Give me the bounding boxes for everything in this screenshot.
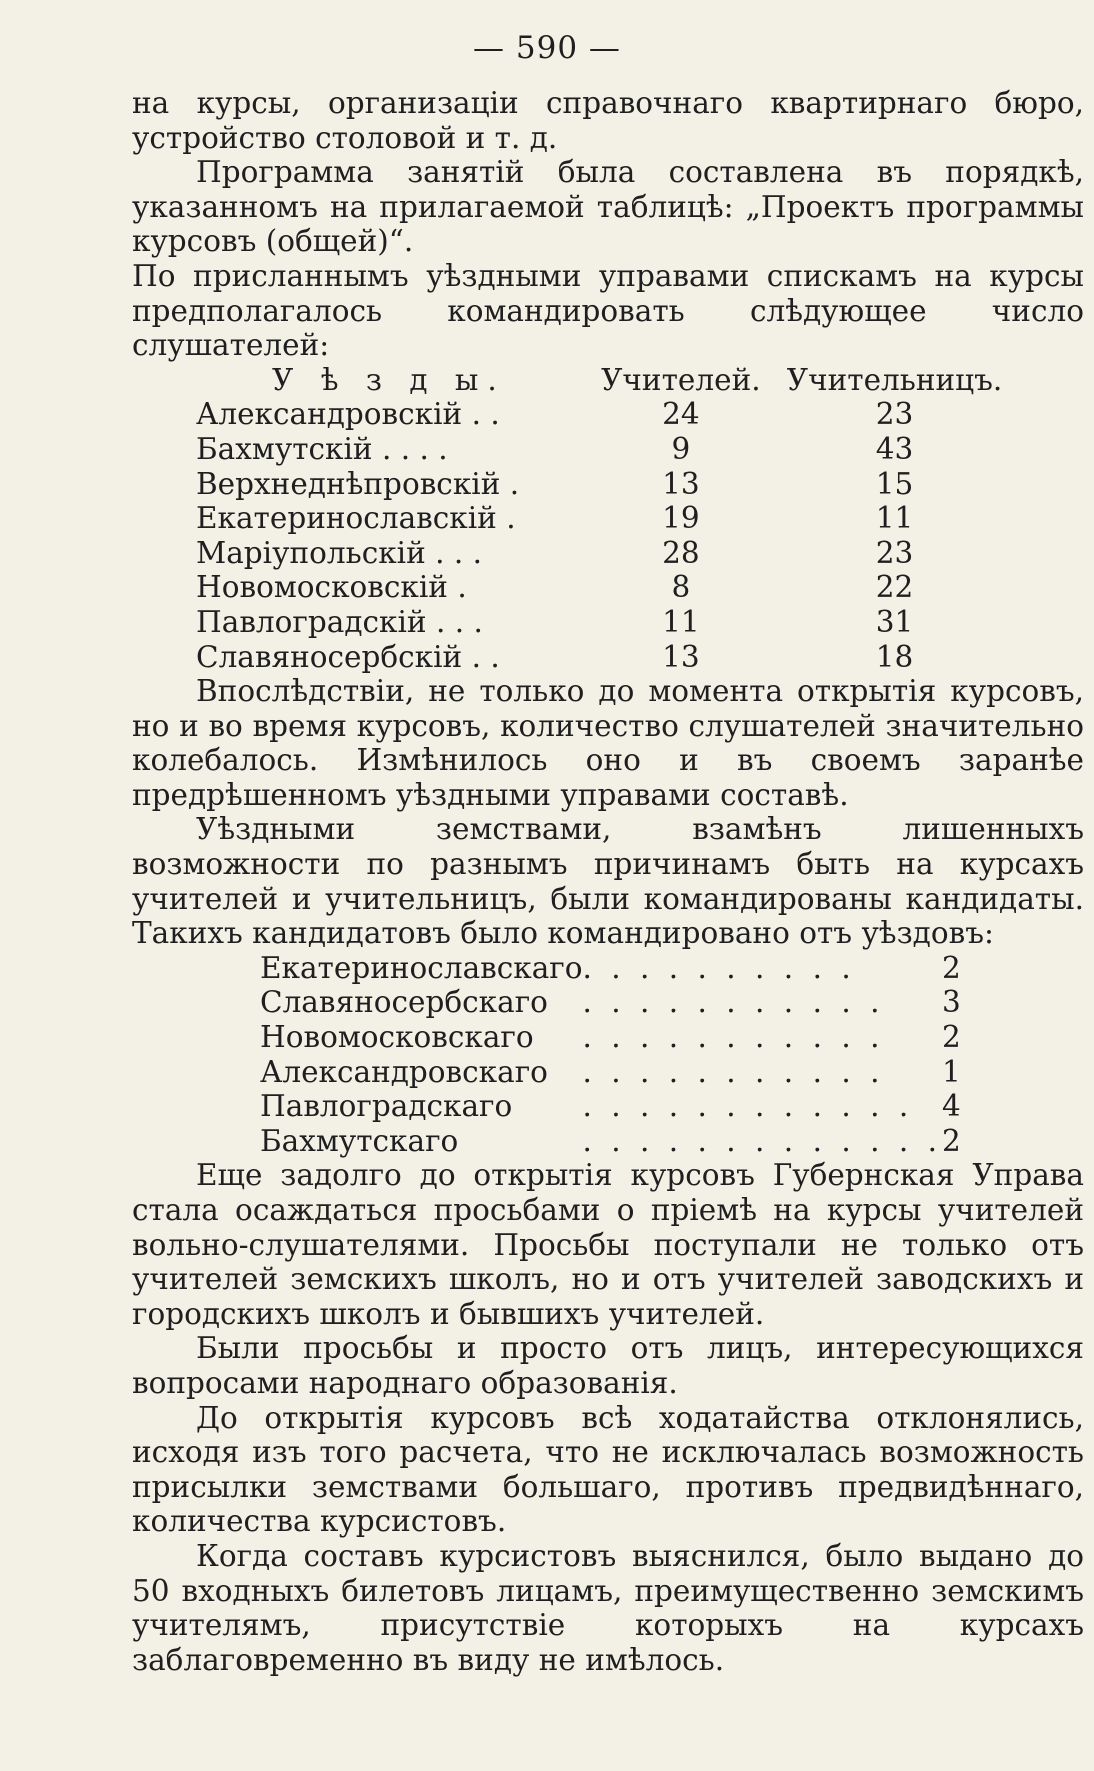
district-cell: Славяносербскаго [260, 985, 548, 1020]
header-districts: У ѣ з д ы. [272, 362, 506, 397]
count-cell: 2 [941, 1123, 961, 1158]
count-cell: 1 [941, 1054, 961, 1089]
teachers-cell: 13 [662, 639, 700, 674]
paragraph: Когда составъ курсистовъ выяснился, было выдано до 50 входныхъ билетовъ лицамъ, преимущественно земскимъ учителямъ, присутствiе которыхъ на курсахъ заблаговременно въ виду не имѣлось. [132, 1538, 1084, 1677]
table-row [196, 467, 1016, 502]
district-cell: Новомосковскаго [260, 1020, 534, 1055]
district-cell: Бахмутскаго [260, 1123, 459, 1158]
dot-leader: . . . . . . . . . . . [582, 985, 885, 1020]
female-cell: 18 [875, 639, 914, 674]
dot-leader: . . . . . . . . . . . . [582, 1089, 914, 1124]
female-cell: 31 [875, 604, 914, 639]
paragraph: По присланнымъ уѣздными управами спискамъ на курсы предполагалось командировать слѣдующее число слушателей: [132, 258, 1084, 363]
count-cell: 2 [941, 1020, 961, 1055]
district-cell: Екатеринославскiй . [196, 501, 516, 536]
table-row [260, 1020, 961, 1055]
paragraph: на курсы, организацiи справочнагo квартирнагo бюро, устройство столовой и т. д. [132, 86, 1084, 155]
page-number: — 590 — [473, 30, 621, 66]
table-row [260, 985, 961, 1020]
dot-leader: . . . . . . . . . . . . . [582, 1123, 942, 1158]
table-header-row [196, 363, 1016, 398]
count-cell: 4 [941, 1089, 961, 1124]
table-row [260, 1089, 961, 1124]
dot-leader: . . . . . . . . . . [582, 950, 856, 985]
teachers-cell: 11 [662, 604, 700, 639]
paragraph: Уѣздными земствами, взамѣнъ лишенныхъ возможности по разнымъ причинамъ быть на курсахъ учителей и учительницъ, были командированы кандидаты. Такихъ кандидатовъ было командировано отъ уѣздовъ: [132, 812, 1084, 951]
teachers-cell: 13 [662, 466, 700, 501]
header-female-teachers: Учительницъ. [786, 362, 1003, 397]
table-row [196, 501, 1016, 536]
table-row [260, 951, 961, 986]
female-cell: 23 [875, 535, 914, 570]
female-cell: 15 [875, 466, 914, 501]
paragraph: До открытiя курсовъ всѣ ходатайства отклонялись, исходя изъ того расчета, что не исключалась возможность присылки земствами большаго, противъ предвидѣннаго, количества курсистовъ. [132, 1400, 1084, 1539]
table-row [260, 1055, 961, 1090]
count-cell: 2 [941, 950, 961, 985]
district-cell: Александровскiй . . [196, 397, 500, 432]
teachers-cell: 8 [671, 570, 691, 605]
table-row [260, 1124, 961, 1159]
table-row [196, 536, 1016, 571]
table-row [196, 605, 1016, 640]
paragraph: Еще задолго до открытiя курсовъ Губернская Управа стала осаждаться просьбами о прiемѣ на курсы учителей вольно-слушателями. Просьбы поступали не только отъ учителей земскихъ школъ, но и отъ учителей заводскихъ и городскихъ школъ и бывшихъ учителей. [132, 1158, 1084, 1331]
paragraph: Впослѣдствiи, не только до момента открытiя курсовъ, но и во время курсовъ, количество слушателей значительно колебалось. Измѣнилось оно и въ своемъ заранѣе предрѣшенномъ уѣздными управами составѣ. [132, 674, 1084, 812]
district-cell: Екатеринославскаго [260, 950, 583, 985]
dot-leader: . . . . . . . . . . . [582, 1020, 885, 1055]
table-row [196, 397, 1016, 432]
teachers-cell: 28 [662, 535, 700, 570]
paragraph: Программа занятiй была составлена въ порядкѣ, указанномъ на прилагаемой таблицѣ: „Проектъ программы курсовъ (общей)“. [132, 155, 1084, 259]
page-body [132, 86, 1084, 1677]
female-cell: 11 [875, 501, 914, 536]
count-cell: 3 [941, 985, 961, 1020]
female-cell: 43 [875, 431, 914, 466]
listeners-table [196, 363, 1016, 674]
teachers-cell: 19 [662, 501, 700, 536]
female-cell: 22 [875, 570, 914, 605]
district-cell: Бахмутскiй . . . . [196, 431, 448, 466]
table-row [196, 640, 1016, 675]
header-teachers: Учителей. [601, 362, 761, 397]
dot-leader: . . . . . . . . . . . [582, 1054, 885, 1089]
candidates-table [260, 951, 961, 1159]
district-cell: Славяносербскiй . . [196, 639, 500, 674]
district-cell: Марiупольскiй . . . [196, 535, 483, 570]
teachers-cell: 9 [671, 431, 691, 466]
district-cell: Верхнеднѣпровскiй . [196, 466, 520, 501]
district-cell: Павлоградскаго [260, 1089, 513, 1124]
district-cell: Павлоградскiй . . . [196, 604, 483, 639]
district-cell: Новомосковскiй . [196, 570, 467, 605]
table-row [196, 432, 1016, 467]
table-row [196, 570, 1016, 605]
female-cell: 23 [875, 397, 914, 432]
paragraph: Были просьбы и просто отъ лицъ, интересующихся вопросами народнаго образованiя. [132, 1331, 1084, 1400]
teachers-cell: 24 [662, 397, 700, 432]
district-cell: Александровскаго [260, 1054, 548, 1089]
